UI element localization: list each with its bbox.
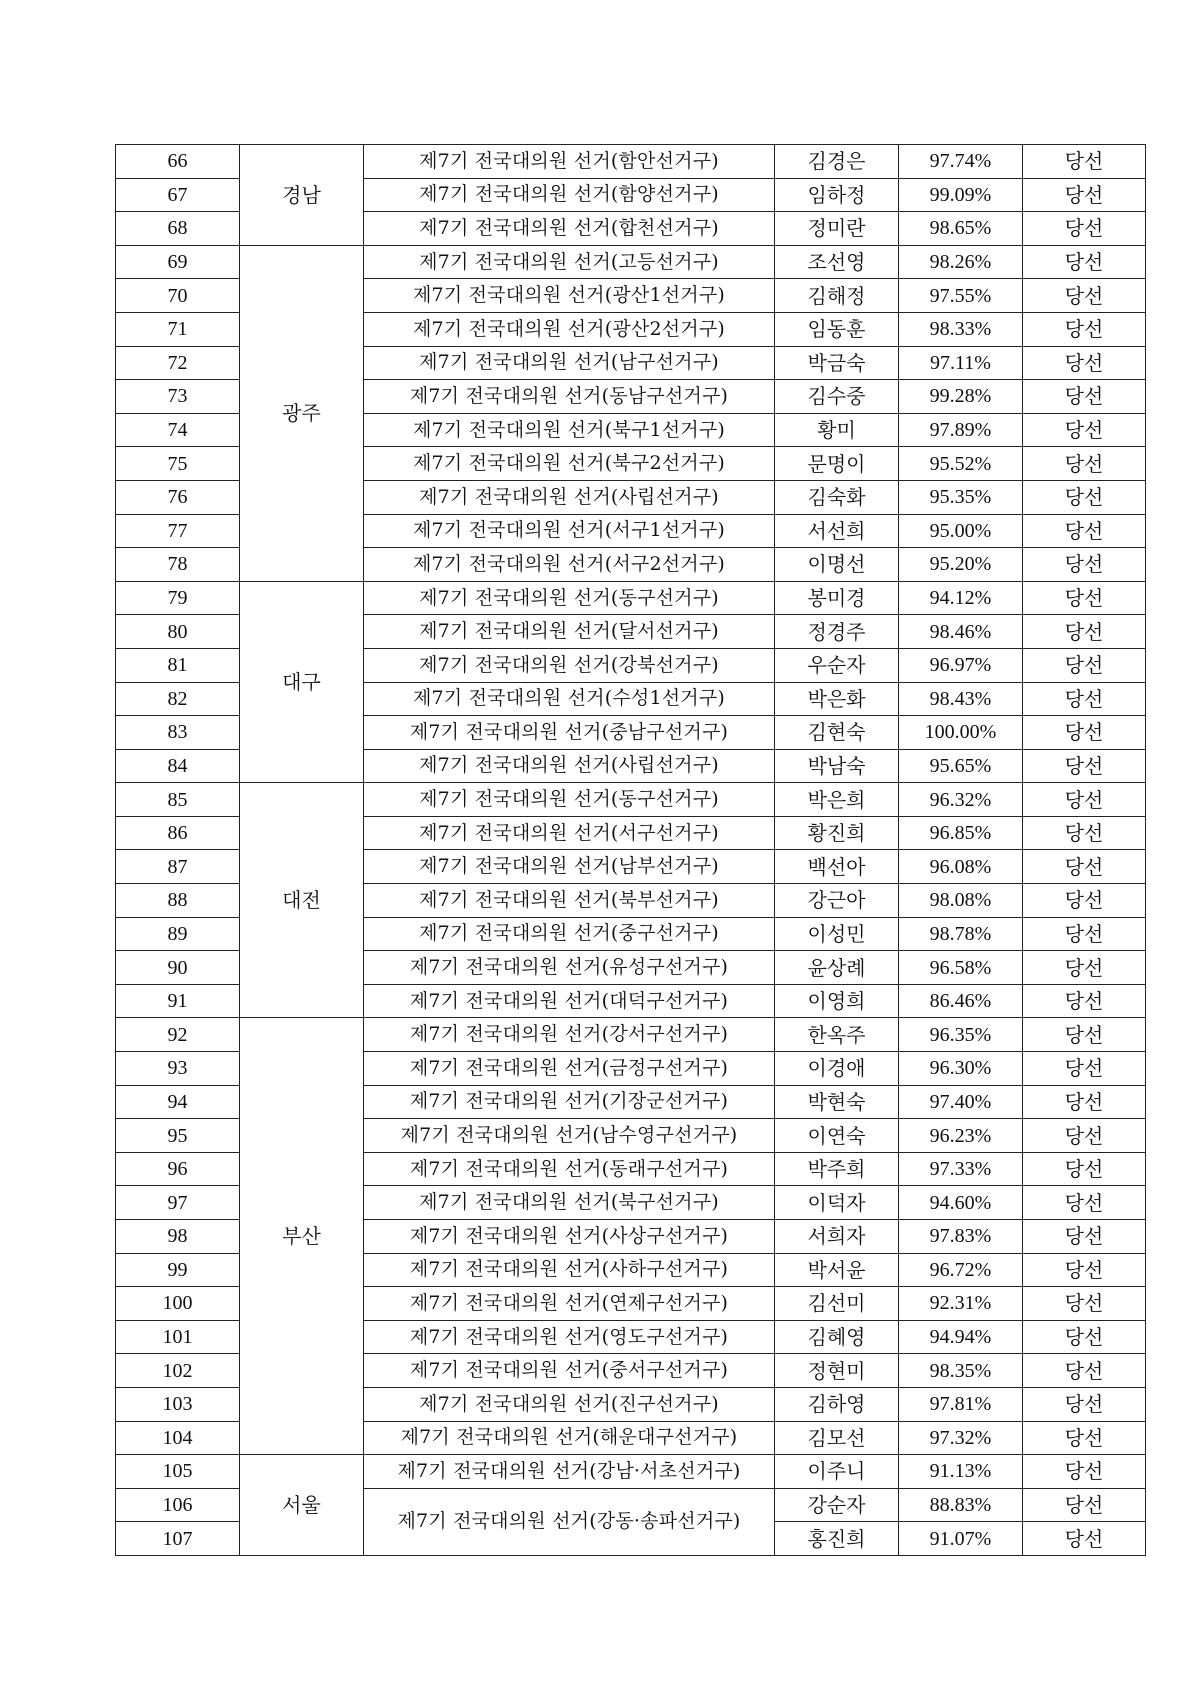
candidate-name-cell: 문명이 [775, 447, 899, 481]
election-name-cell: 제7기 전국대의원 선거(수성1선거구) [364, 682, 775, 716]
vote-percentage-cell: 95.52% [899, 447, 1023, 481]
election-results-table [115, 144, 1146, 1556]
election-name-cell: 제7기 전국대의원 선거(서구2선거구) [364, 548, 775, 582]
result-cell: 당선 [1023, 1186, 1146, 1220]
candidate-name-cell: 김혜영 [775, 1320, 899, 1354]
election-name-cell: 제7기 전국대의원 선거(동구선거구) [364, 581, 775, 615]
vote-percentage-cell: 98.78% [899, 917, 1023, 951]
election-name-cell: 제7기 전국대의원 선거(고등선거구) [364, 245, 775, 279]
vote-percentage-cell: 95.00% [899, 514, 1023, 548]
vote-percentage-cell: 97.55% [899, 279, 1023, 313]
region-cell: 대전 [240, 783, 364, 1018]
candidate-name-cell: 이연숙 [775, 1119, 899, 1153]
row-number: 97 [116, 1186, 240, 1220]
election-name-cell: 제7기 전국대의원 선거(강남·서초선거구) [364, 1455, 775, 1489]
row-number: 93 [116, 1052, 240, 1086]
result-cell: 당선 [1023, 1522, 1146, 1556]
row-number: 73 [116, 380, 240, 414]
candidate-name-cell: 정현미 [775, 1354, 899, 1388]
table-row [116, 1018, 1146, 1052]
row-number: 100 [116, 1287, 240, 1321]
vote-percentage-cell: 97.81% [899, 1387, 1023, 1421]
candidate-name-cell: 서선희 [775, 514, 899, 548]
candidate-name-cell: 서희자 [775, 1220, 899, 1254]
table-row [116, 783, 1146, 817]
candidate-name-cell: 김경은 [775, 145, 899, 179]
election-name-cell: 제7기 전국대의원 선거(동남구선거구) [364, 380, 775, 414]
candidate-name-cell: 조선영 [775, 245, 899, 279]
vote-percentage-cell: 88.83% [899, 1488, 1023, 1522]
vote-percentage-cell: 94.60% [899, 1186, 1023, 1220]
row-number: 84 [116, 749, 240, 783]
election-name-cell: 제7기 전국대의원 선거(사상구선거구) [364, 1220, 775, 1254]
candidate-name-cell: 김숙화 [775, 480, 899, 514]
row-number: 77 [116, 514, 240, 548]
result-cell: 당선 [1023, 716, 1146, 750]
candidate-name-cell: 박남숙 [775, 749, 899, 783]
election-name-cell: 제7기 전국대의원 선거(사립선거구) [364, 480, 775, 514]
vote-percentage-cell: 98.35% [899, 1354, 1023, 1388]
vote-percentage-cell: 98.65% [899, 212, 1023, 246]
row-number: 66 [116, 145, 240, 179]
candidate-name-cell: 정경주 [775, 615, 899, 649]
result-cell: 당선 [1023, 413, 1146, 447]
result-cell: 당선 [1023, 1287, 1146, 1321]
candidate-name-cell: 이영희 [775, 984, 899, 1018]
result-cell: 당선 [1023, 380, 1146, 414]
candidate-name-cell: 봉미경 [775, 581, 899, 615]
candidate-name-cell: 박현숙 [775, 1085, 899, 1119]
candidate-name-cell: 박은화 [775, 682, 899, 716]
candidate-name-cell: 강근아 [775, 884, 899, 918]
result-cell: 당선 [1023, 346, 1146, 380]
row-number: 94 [116, 1085, 240, 1119]
election-name-cell: 제7기 전국대의원 선거(해운대구선거구) [364, 1421, 775, 1455]
row-number: 74 [116, 413, 240, 447]
row-number: 70 [116, 279, 240, 313]
row-number: 104 [116, 1421, 240, 1455]
candidate-name-cell: 김해정 [775, 279, 899, 313]
vote-percentage-cell: 98.33% [899, 312, 1023, 346]
election-name-cell: 제7기 전국대의원 선거(북구선거구) [364, 1186, 775, 1220]
row-number: 106 [116, 1488, 240, 1522]
candidate-name-cell: 백선아 [775, 850, 899, 884]
row-number: 105 [116, 1455, 240, 1489]
result-cell: 당선 [1023, 682, 1146, 716]
row-number: 72 [116, 346, 240, 380]
vote-percentage-cell: 99.28% [899, 380, 1023, 414]
result-cell: 당선 [1023, 884, 1146, 918]
result-cell: 당선 [1023, 1018, 1146, 1052]
row-number: 81 [116, 648, 240, 682]
election-name-cell: 제7기 전국대의원 선거(중구선거구) [364, 917, 775, 951]
table-row [116, 145, 1146, 179]
candidate-name-cell: 이경애 [775, 1052, 899, 1086]
candidate-name-cell: 정미란 [775, 212, 899, 246]
table-row [116, 245, 1146, 279]
vote-percentage-cell: 95.20% [899, 548, 1023, 582]
row-number: 79 [116, 581, 240, 615]
vote-percentage-cell: 96.85% [899, 816, 1023, 850]
candidate-name-cell: 김하영 [775, 1387, 899, 1421]
row-number: 82 [116, 682, 240, 716]
vote-percentage-cell: 97.33% [899, 1152, 1023, 1186]
vote-percentage-cell: 97.74% [899, 145, 1023, 179]
result-cell: 당선 [1023, 145, 1146, 179]
region-cell: 대구 [240, 581, 364, 783]
result-cell: 당선 [1023, 212, 1146, 246]
vote-percentage-cell: 91.13% [899, 1455, 1023, 1489]
result-cell: 당선 [1023, 447, 1146, 481]
candidate-name-cell: 김현숙 [775, 716, 899, 750]
candidate-name-cell: 임하정 [775, 178, 899, 212]
result-cell: 당선 [1023, 1354, 1146, 1388]
table-body [116, 145, 1146, 1556]
election-name-cell: 제7기 전국대의원 선거(서구1선거구) [364, 514, 775, 548]
vote-percentage-cell: 94.94% [899, 1320, 1023, 1354]
candidate-name-cell: 박은희 [775, 783, 899, 817]
row-number: 96 [116, 1152, 240, 1186]
election-name-cell: 제7기 전국대의원 선거(사립선거구) [364, 749, 775, 783]
result-cell: 당선 [1023, 178, 1146, 212]
vote-percentage-cell: 95.35% [899, 480, 1023, 514]
election-name-cell: 제7기 전국대의원 선거(유성구선거구) [364, 951, 775, 985]
row-number: 78 [116, 548, 240, 582]
vote-percentage-cell: 94.12% [899, 581, 1023, 615]
vote-percentage-cell: 98.08% [899, 884, 1023, 918]
vote-percentage-cell: 97.32% [899, 1421, 1023, 1455]
election-name-cell: 제7기 전국대의원 선거(남부선거구) [364, 850, 775, 884]
candidate-name-cell: 임동훈 [775, 312, 899, 346]
candidate-name-cell: 박주희 [775, 1152, 899, 1186]
result-cell: 당선 [1023, 648, 1146, 682]
vote-percentage-cell: 96.58% [899, 951, 1023, 985]
election-name-cell: 제7기 전국대의원 선거(함안선거구) [364, 145, 775, 179]
row-number: 69 [116, 245, 240, 279]
result-cell: 당선 [1023, 245, 1146, 279]
result-cell: 당선 [1023, 615, 1146, 649]
vote-percentage-cell: 96.35% [899, 1018, 1023, 1052]
election-name-cell: 제7기 전국대의원 선거(북구2선거구) [364, 447, 775, 481]
region-cell: 경남 [240, 145, 364, 246]
row-number: 103 [116, 1387, 240, 1421]
region-cell: 서울 [240, 1455, 364, 1556]
election-name-cell: 제7기 전국대의원 선거(강동·송파선거구) [364, 1488, 775, 1555]
row-number: 86 [116, 816, 240, 850]
election-name-cell: 제7기 전국대의원 선거(함양선거구) [364, 178, 775, 212]
candidate-name-cell: 김모선 [775, 1421, 899, 1455]
table-row [116, 581, 1146, 615]
candidate-name-cell: 우순자 [775, 648, 899, 682]
row-number: 99 [116, 1253, 240, 1287]
vote-percentage-cell: 98.26% [899, 245, 1023, 279]
election-name-cell: 제7기 전국대의원 선거(달서선거구) [364, 615, 775, 649]
result-cell: 당선 [1023, 783, 1146, 817]
candidate-name-cell: 이주니 [775, 1455, 899, 1489]
election-name-cell: 제7기 전국대의원 선거(광산1선거구) [364, 279, 775, 313]
election-name-cell: 제7기 전국대의원 선거(금정구선거구) [364, 1052, 775, 1086]
result-cell: 당선 [1023, 1119, 1146, 1153]
row-number: 85 [116, 783, 240, 817]
region-cell: 광주 [240, 245, 364, 581]
candidate-name-cell: 한옥주 [775, 1018, 899, 1052]
result-cell: 당선 [1023, 1455, 1146, 1489]
election-name-cell: 제7기 전국대의원 선거(대덕구선거구) [364, 984, 775, 1018]
election-name-cell: 제7기 전국대의원 선거(남수영구선거구) [364, 1119, 775, 1153]
vote-percentage-cell: 92.31% [899, 1287, 1023, 1321]
candidate-name-cell: 이명선 [775, 548, 899, 582]
vote-percentage-cell: 97.40% [899, 1085, 1023, 1119]
result-cell: 당선 [1023, 1052, 1146, 1086]
row-number: 102 [116, 1354, 240, 1388]
candidate-name-cell: 황미 [775, 413, 899, 447]
row-number: 95 [116, 1119, 240, 1153]
table-row [116, 1455, 1146, 1489]
result-cell: 당선 [1023, 1421, 1146, 1455]
row-number: 89 [116, 917, 240, 951]
candidate-name-cell: 김선미 [775, 1287, 899, 1321]
election-name-cell: 제7기 전국대의원 선거(진구선거구) [364, 1387, 775, 1421]
election-name-cell: 제7기 전국대의원 선거(남구선거구) [364, 346, 775, 380]
candidate-name-cell: 김수중 [775, 380, 899, 414]
result-cell: 당선 [1023, 749, 1146, 783]
result-cell: 당선 [1023, 1220, 1146, 1254]
election-name-cell: 제7기 전국대의원 선거(동구선거구) [364, 783, 775, 817]
candidate-name-cell: 박서윤 [775, 1253, 899, 1287]
result-cell: 당선 [1023, 1253, 1146, 1287]
vote-percentage-cell: 96.23% [899, 1119, 1023, 1153]
vote-percentage-cell: 95.65% [899, 749, 1023, 783]
election-name-cell: 제7기 전국대의원 선거(동래구선거구) [364, 1152, 775, 1186]
vote-percentage-cell: 98.46% [899, 615, 1023, 649]
row-number: 91 [116, 984, 240, 1018]
result-cell: 당선 [1023, 1152, 1146, 1186]
result-cell: 당선 [1023, 312, 1146, 346]
row-number: 92 [116, 1018, 240, 1052]
result-cell: 당선 [1023, 816, 1146, 850]
row-number: 87 [116, 850, 240, 884]
election-name-cell: 제7기 전국대의원 선거(합천선거구) [364, 212, 775, 246]
row-number: 67 [116, 178, 240, 212]
row-number: 107 [116, 1522, 240, 1556]
election-name-cell: 제7기 전국대의원 선거(북구1선거구) [364, 413, 775, 447]
candidate-name-cell: 이덕자 [775, 1186, 899, 1220]
election-name-cell: 제7기 전국대의원 선거(연제구선거구) [364, 1287, 775, 1321]
row-number: 68 [116, 212, 240, 246]
result-cell: 당선 [1023, 1488, 1146, 1522]
row-number: 83 [116, 716, 240, 750]
result-cell: 당선 [1023, 279, 1146, 313]
vote-percentage-cell: 96.08% [899, 850, 1023, 884]
vote-percentage-cell: 96.97% [899, 648, 1023, 682]
election-name-cell: 제7기 전국대의원 선거(서구선거구) [364, 816, 775, 850]
result-cell: 당선 [1023, 581, 1146, 615]
vote-percentage-cell: 97.11% [899, 346, 1023, 380]
election-name-cell: 제7기 전국대의원 선거(중남구선거구) [364, 716, 775, 750]
result-cell: 당선 [1023, 1085, 1146, 1119]
candidate-name-cell: 윤상례 [775, 951, 899, 985]
vote-percentage-cell: 96.72% [899, 1253, 1023, 1287]
candidate-name-cell: 황진희 [775, 816, 899, 850]
vote-percentage-cell: 91.07% [899, 1522, 1023, 1556]
result-cell: 당선 [1023, 951, 1146, 985]
result-cell: 당선 [1023, 1387, 1146, 1421]
candidate-name-cell: 이성민 [775, 917, 899, 951]
candidate-name-cell: 강순자 [775, 1488, 899, 1522]
election-name-cell: 제7기 전국대의원 선거(영도구선거구) [364, 1320, 775, 1354]
row-number: 88 [116, 884, 240, 918]
vote-percentage-cell: 97.89% [899, 413, 1023, 447]
election-name-cell: 제7기 전국대의원 선거(강북선거구) [364, 648, 775, 682]
election-name-cell: 제7기 전국대의원 선거(기장군선거구) [364, 1085, 775, 1119]
candidate-name-cell: 홍진희 [775, 1522, 899, 1556]
candidate-name-cell: 박금숙 [775, 346, 899, 380]
vote-percentage-cell: 96.32% [899, 783, 1023, 817]
vote-percentage-cell: 99.09% [899, 178, 1023, 212]
election-name-cell: 제7기 전국대의원 선거(북부선거구) [364, 884, 775, 918]
result-cell: 당선 [1023, 984, 1146, 1018]
result-cell: 당선 [1023, 1320, 1146, 1354]
vote-percentage-cell: 96.30% [899, 1052, 1023, 1086]
row-number: 76 [116, 480, 240, 514]
election-name-cell: 제7기 전국대의원 선거(중서구선거구) [364, 1354, 775, 1388]
vote-percentage-cell: 86.46% [899, 984, 1023, 1018]
result-cell: 당선 [1023, 514, 1146, 548]
election-name-cell: 제7기 전국대의원 선거(강서구선거구) [364, 1018, 775, 1052]
result-cell: 당선 [1023, 917, 1146, 951]
row-number: 101 [116, 1320, 240, 1354]
result-cell: 당선 [1023, 850, 1146, 884]
vote-percentage-cell: 98.43% [899, 682, 1023, 716]
election-name-cell: 제7기 전국대의원 선거(사하구선거구) [364, 1253, 775, 1287]
row-number: 90 [116, 951, 240, 985]
election-name-cell: 제7기 전국대의원 선거(광산2선거구) [364, 312, 775, 346]
row-number: 75 [116, 447, 240, 481]
result-cell: 당선 [1023, 480, 1146, 514]
result-cell: 당선 [1023, 548, 1146, 582]
vote-percentage-cell: 97.83% [899, 1220, 1023, 1254]
row-number: 71 [116, 312, 240, 346]
row-number: 80 [116, 615, 240, 649]
region-cell: 부산 [240, 1018, 364, 1455]
row-number: 98 [116, 1220, 240, 1254]
vote-percentage-cell: 100.00% [899, 716, 1023, 750]
